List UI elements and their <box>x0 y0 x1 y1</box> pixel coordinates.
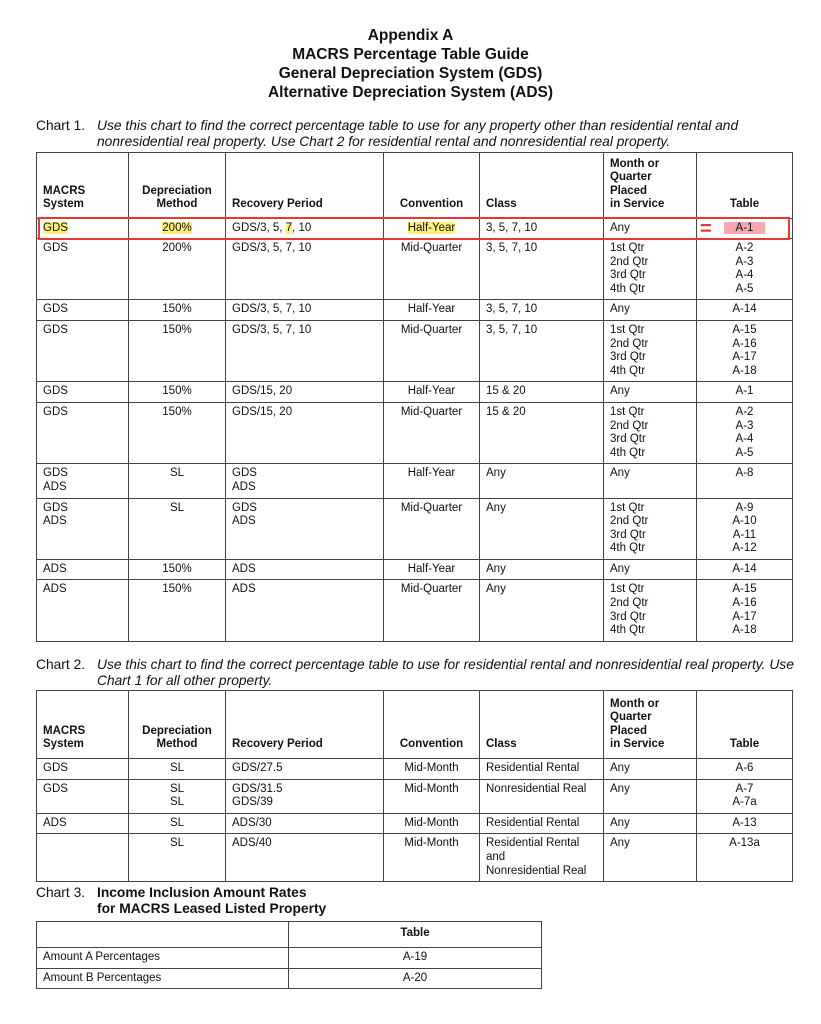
cell-system: ADS <box>37 813 129 834</box>
cell-system: GDS <box>37 779 129 813</box>
cell-class: Residential Rental <box>480 813 604 834</box>
chart3-header-row <box>37 922 542 948</box>
cell-method: 150% <box>129 559 226 580</box>
chart2-intro-text: Use this chart to find the correct percentage table to use for residential rental and nonresidential real property. Use Chart 1 for all other property. <box>97 657 794 688</box>
cell-system: ADS <box>37 580 129 641</box>
cell-period: ADS/40 <box>226 834 384 882</box>
cell-class: 3, 5, 7, 10 <box>480 219 604 239</box>
cell-method: SL SL <box>129 779 226 813</box>
chart3-label: Chart 3. <box>36 885 86 900</box>
chart3-title <box>36 885 326 917</box>
cell-period: GDS/3, 5, 7, 10 <box>226 239 384 300</box>
header-depreciation-method: Depreciation Method <box>129 153 226 219</box>
header-macrs-system: MACRS System <box>37 153 129 219</box>
header-month-placed: Month or Quarter Placed in Service <box>604 691 697 759</box>
cell-month: Any <box>604 300 697 321</box>
cell-table: A-1 <box>697 382 793 403</box>
heading-ads: Alternative Depreciation System (ADS) <box>267 84 554 101</box>
header-class: Class <box>480 691 604 759</box>
cell-convention: Mid-Quarter <box>384 402 480 463</box>
cell-table: A-15 A-16 A-17 A-18 <box>697 320 793 381</box>
chart1-table <box>36 152 793 642</box>
cell-class: 3, 5, 7, 10 <box>480 239 604 300</box>
cell-month: 1st Qtr 2nd Qtr 3rd Qtr 4th Qtr <box>604 402 697 463</box>
cell-month: Any <box>604 559 697 580</box>
cell-month: 1st Qtr 2nd Qtr 3rd Qtr 4th Qtr <box>604 239 697 300</box>
chart1-intro <box>36 118 796 150</box>
cell-convention: Mid-Quarter <box>384 239 480 300</box>
cell-table: A-13a <box>697 834 793 882</box>
table-row <box>37 382 793 403</box>
cell-month: Any <box>604 382 697 403</box>
cell-method: 200% <box>129 239 226 300</box>
document-heading <box>0 26 821 102</box>
cell-month: Any <box>604 759 697 780</box>
header-month-placed: Month or Quarter Placed in Service <box>604 153 697 219</box>
cell-table: A-13 <box>697 813 793 834</box>
cell-month: Any <box>604 813 697 834</box>
cell-method: 200% <box>129 219 226 239</box>
cell-method: SL <box>129 759 226 780</box>
cell-period: GDS ADS <box>226 464 384 498</box>
cell-convention: Mid-Month <box>384 813 480 834</box>
chart3-title-line2: for MACRS Leased Listed Property <box>97 901 327 916</box>
cell-table: A-8 <box>697 464 793 498</box>
header-convention: Convention <box>384 691 480 759</box>
cell-system: GDS <box>37 300 129 321</box>
table-row <box>37 498 793 559</box>
cell-period: ADS <box>226 559 384 580</box>
chart2-label: Chart 2. <box>36 657 86 672</box>
cell-period: ADS <box>226 580 384 641</box>
cell-period: ADS/30 <box>226 813 384 834</box>
table-row <box>37 300 793 321</box>
chart1-label: Chart 1. <box>36 118 86 133</box>
cell-month: Any <box>604 464 697 498</box>
header-class: Class <box>480 153 604 219</box>
cell-period: GDS/15, 20 <box>226 382 384 403</box>
cell-method: SL <box>129 464 226 498</box>
table-row <box>37 968 542 989</box>
cell-system: GDS <box>37 320 129 381</box>
cell-period: GDS/3, 5, 7, 10 <box>226 300 384 321</box>
cell-convention: Mid-Quarter <box>384 320 480 381</box>
cell-convention: Half-Year <box>384 464 480 498</box>
table-row <box>37 779 793 813</box>
table-row <box>37 320 793 381</box>
cell-period: GDS/27.5 <box>226 759 384 780</box>
cell-class: Residential Rental <box>480 759 604 780</box>
cell-table: A-2 A-3 A-4 A-5 <box>697 239 793 300</box>
equals-annotation: = <box>700 218 712 240</box>
cell-label: Amount A Percentages <box>37 948 289 969</box>
table-row <box>37 464 793 498</box>
cell-class: Any <box>480 498 604 559</box>
cell-table: A-7 A-7a <box>697 779 793 813</box>
cell-method: 150% <box>129 300 226 321</box>
cell-class: Any <box>480 559 604 580</box>
header-depreciation-method: Depreciation Method <box>129 691 226 759</box>
cell-method: 150% <box>129 320 226 381</box>
chart1-intro-text: Use this chart to find the correct percentage table to use for any property other than residential rental and nonresidential real property. Use Chart 2 for residential rental and nonresidential real property. <box>97 118 739 149</box>
cell-method: SL <box>129 813 226 834</box>
cell-system: GDS <box>37 759 129 780</box>
cell-month: Any <box>604 779 697 813</box>
cell-convention: Half-Year <box>384 300 480 321</box>
cell-table: A-2 A-3 A-4 A-5 <box>697 402 793 463</box>
cell-label: Amount B Percentages <box>37 968 289 989</box>
cell-month: Any <box>604 219 697 239</box>
cell-system: GDS ADS <box>37 464 129 498</box>
header-table: Table <box>697 691 793 759</box>
cell-system: GDS <box>37 239 129 300</box>
cell-period: GDS/15, 20 <box>226 402 384 463</box>
chart3-table <box>36 921 542 989</box>
header-table: Table <box>697 153 793 219</box>
cell-method: SL <box>129 498 226 559</box>
heading-guide: MACRS Percentage Table Guide <box>292 46 529 63</box>
cell-month: 1st Qtr 2nd Qtr 3rd Qtr 4th Qtr <box>604 498 697 559</box>
cell-table: A-20 <box>289 968 542 989</box>
cell-convention: Half-Year <box>384 559 480 580</box>
header-convention: Convention <box>384 153 480 219</box>
cell-convention: Half-Year <box>384 219 480 239</box>
cell-month: 1st Qtr 2nd Qtr 3rd Qtr 4th Qtr <box>604 320 697 381</box>
cell-system: ADS <box>37 559 129 580</box>
header-blank <box>37 922 289 948</box>
cell-convention: Mid-Month <box>384 759 480 780</box>
cell-class: Residential Rental and Nonresidential Real <box>480 834 604 882</box>
chart2-table <box>36 690 793 882</box>
cell-method: 150% <box>129 402 226 463</box>
cell-class: 3, 5, 7, 10 <box>480 320 604 381</box>
header-recovery-period: Recovery Period <box>226 691 384 759</box>
heading-appendix: Appendix A <box>367 27 454 44</box>
chart2-header-row <box>37 691 793 759</box>
table-row <box>37 239 793 300</box>
cell-convention: Mid-Month <box>384 779 480 813</box>
cell-class: 15 & 20 <box>480 382 604 403</box>
cell-class: Any <box>480 580 604 641</box>
header-recovery-period: Recovery Period <box>226 153 384 219</box>
cell-system: GDS <box>37 402 129 463</box>
cell-class: Any <box>480 464 604 498</box>
cell-month: 1st Qtr 2nd Qtr 3rd Qtr 4th Qtr <box>604 580 697 641</box>
cell-table: A-6 <box>697 759 793 780</box>
chart3-title-line1: Income Inclusion Amount Rates <box>97 885 307 900</box>
heading-gds: General Depreciation System (GDS) <box>278 65 543 82</box>
cell-system: GDS <box>37 219 129 239</box>
cell-system <box>37 834 129 882</box>
chart1-header-row <box>37 153 793 219</box>
cell-table: A-14 <box>697 300 793 321</box>
cell-table: A-19 <box>289 948 542 969</box>
cell-table: A-1 <box>697 219 793 239</box>
table-row <box>37 580 793 641</box>
cell-class: Nonresidential Real <box>480 779 604 813</box>
chart2-intro <box>36 657 796 689</box>
table-row <box>37 559 793 580</box>
cell-method: SL <box>129 834 226 882</box>
cell-convention: Half-Year <box>384 382 480 403</box>
cell-period: GDS/31.5 GDS/39 <box>226 779 384 813</box>
cell-table: A-14 <box>697 559 793 580</box>
cell-period: GDS ADS <box>226 498 384 559</box>
cell-system: GDS <box>37 382 129 403</box>
table-row <box>37 759 793 780</box>
cell-convention: Mid-Quarter <box>384 498 480 559</box>
cell-method: 150% <box>129 382 226 403</box>
cell-system: GDS ADS <box>37 498 129 559</box>
cell-table: A-9 A-10 A-11 A-12 <box>697 498 793 559</box>
cell-table: A-15 A-16 A-17 A-18 <box>697 580 793 641</box>
cell-class: 3, 5, 7, 10 <box>480 300 604 321</box>
cell-period: GDS/3, 5, 7, 10 <box>226 320 384 381</box>
cell-convention: Mid-Quarter <box>384 580 480 641</box>
table-row <box>37 834 793 882</box>
cell-month: Any <box>604 834 697 882</box>
table-row <box>37 948 542 969</box>
cell-class: 15 & 20 <box>480 402 604 463</box>
cell-method: 150% <box>129 580 226 641</box>
header-table: Table <box>289 922 542 948</box>
cell-convention: Mid-Month <box>384 834 480 882</box>
table-row <box>37 813 793 834</box>
header-macrs-system: MACRS System <box>37 691 129 759</box>
cell-period: GDS/3, 5, 7, 10 <box>226 219 384 239</box>
table-row-highlighted <box>37 219 793 239</box>
table-row <box>37 402 793 463</box>
